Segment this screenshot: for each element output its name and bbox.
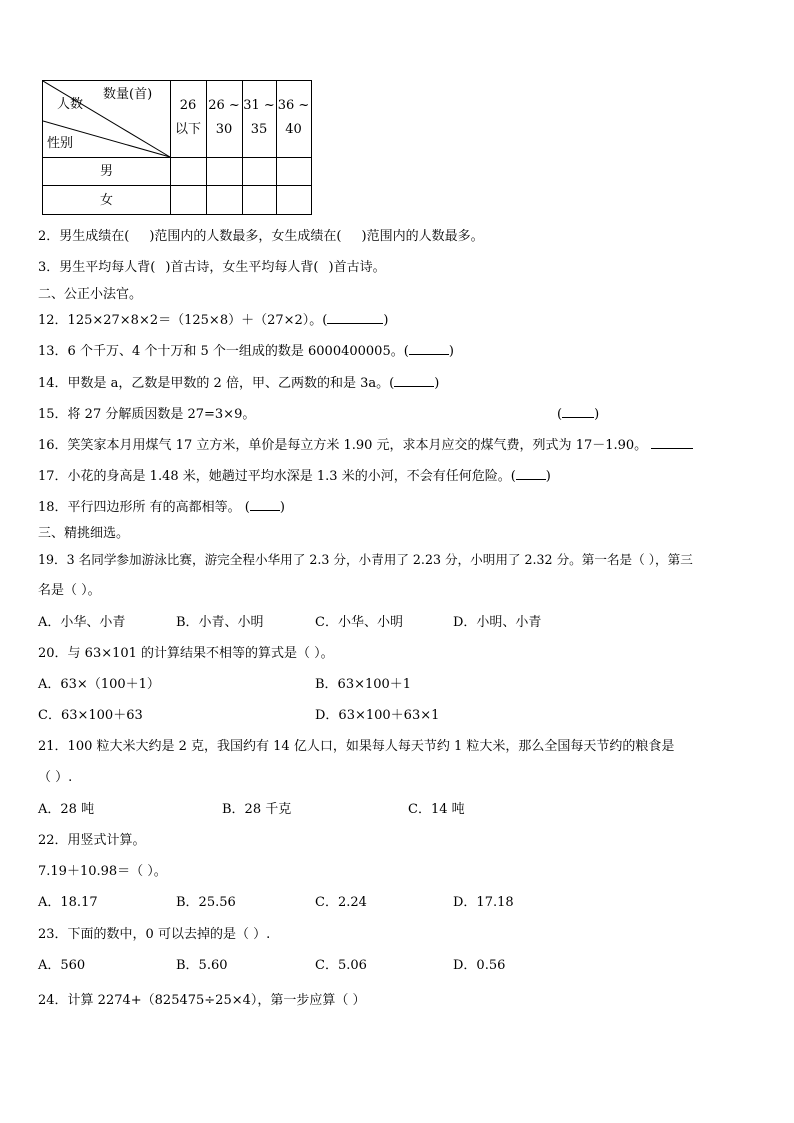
- question-3: 3．男生平均每人背( )首古诗，女生平均每人背( )首古诗。: [38, 260, 386, 275]
- row-label-female: 女: [99, 193, 113, 208]
- question-2: 2．男生成绩在( )范围内的人数最多，女生成绩在( )范围内的人数最多。: [38, 229, 484, 244]
- option-23-c[interactable]: C．5.06: [315, 958, 367, 973]
- option-22-a[interactable]: A．18.17: [38, 895, 98, 910]
- answer-blank-15[interactable]: [562, 417, 594, 418]
- option-20-d[interactable]: D．63×100＋63×1: [315, 708, 440, 723]
- answer-blank-12[interactable]: [327, 323, 383, 324]
- option-21-b[interactable]: B．28 千克: [222, 802, 292, 817]
- option-22-c[interactable]: C．2.24: [315, 895, 367, 910]
- question-13: 13．6 个千万、4 个十万和 5 个一组成的数是 6000400005。( ): [38, 344, 454, 359]
- statistics-table: [42, 80, 312, 215]
- option-19-a[interactable]: A．小华、小青: [38, 615, 126, 630]
- option-22-d[interactable]: D．17.18: [453, 895, 514, 910]
- question-22: 22．用竖式计算。: [38, 833, 146, 848]
- option-20-c[interactable]: C．63×100＋63: [38, 708, 143, 723]
- option-23-b[interactable]: B．5.60: [176, 958, 228, 973]
- question-21-line-2: （ ）.: [38, 770, 73, 785]
- question-21-line-1: 21．100 粒大米大约是 2 克，我国约有 14 亿人口，如果每人每天节约 1 粒大米，那么全国每天节约的粮食是: [38, 739, 675, 754]
- option-21-c[interactable]: C．14 吨: [408, 802, 465, 817]
- option-19-c[interactable]: C．小华、小明: [315, 615, 403, 630]
- question-22-expression: 7.19＋10.98＝（ ）。: [38, 864, 167, 879]
- question-20: 20．与 63×101 的计算结果不相等的算式是（ ）。: [38, 646, 334, 661]
- question-18: 18．平行四边形所 有的高都相等。 ( ): [38, 500, 285, 515]
- option-19-b[interactable]: B．小青、小明: [176, 615, 264, 630]
- question-14: 14．甲数是 a，乙数是甲数的 2 倍，甲、乙两数的和是 3a。( ): [38, 376, 440, 391]
- question-19-line-1: 19．3 名同学参加游泳比赛，游完全程小华用了 2.3 分，小青用了 2.23 分，小明用了 2.32 分。第一名是（ ），第三: [38, 552, 693, 567]
- header-people: 人数: [57, 97, 84, 112]
- option-23-a[interactable]: A．560: [38, 958, 86, 973]
- section-2-heading: 二、公正小法官。: [38, 287, 143, 302]
- option-22-b[interactable]: B．25.56: [176, 895, 236, 910]
- question-24: 24．计算 2274+（825475÷25×4），第一步应算（ ）: [38, 993, 366, 1008]
- question-15: 15．将 27 分解质因数是 27=3×9。: [38, 407, 256, 422]
- option-23-d[interactable]: D．0.56: [453, 958, 506, 973]
- col-header-3: 31 ~ 35: [243, 98, 275, 137]
- option-20-a[interactable]: A．63×（100＋1）: [38, 677, 160, 692]
- header-quantity: 数量(首): [103, 87, 153, 102]
- section-3-heading: 三、精挑细选。: [38, 526, 130, 541]
- col-header-1: 26 以下: [174, 98, 201, 137]
- answer-blank-13[interactable]: [409, 354, 449, 355]
- question-19-line-2: 名是（ ）。: [38, 583, 101, 598]
- answer-blank-18[interactable]: [250, 510, 280, 511]
- header-gender: 性别: [47, 136, 74, 151]
- row-label-male: 男: [99, 164, 113, 179]
- col-header-4: 36 ~ 40: [277, 98, 310, 137]
- answer-15-bracket: ( ): [557, 407, 600, 422]
- question-12: 12．125×27×8×2＝（125×8）＋（27×2）。( ): [38, 313, 389, 328]
- question-16: 16．笑笑家本月用煤气 17 立方米，单价是每立方米 1.90 元，求本月应交的煤气费，列式为 17－1.90。: [38, 438, 693, 454]
- option-20-b[interactable]: B．63×100＋1: [315, 677, 412, 692]
- option-21-a[interactable]: A．28 吨: [38, 802, 95, 817]
- answer-blank-14[interactable]: [394, 386, 434, 387]
- col-header-2: 26 ~ 30: [208, 98, 240, 137]
- question-17: 17．小花的身高是 1.48 米，她趟过平均水深是 1.3 米的小河，不会有任何危险。( ): [38, 469, 551, 484]
- answer-blank-17[interactable]: [516, 479, 546, 480]
- answer-blank-16[interactable]: [651, 448, 693, 449]
- option-19-d[interactable]: D．小明、小青: [453, 615, 542, 630]
- question-23: 23．下面的数中，0 可以去掉的是（ ）.: [38, 927, 271, 942]
